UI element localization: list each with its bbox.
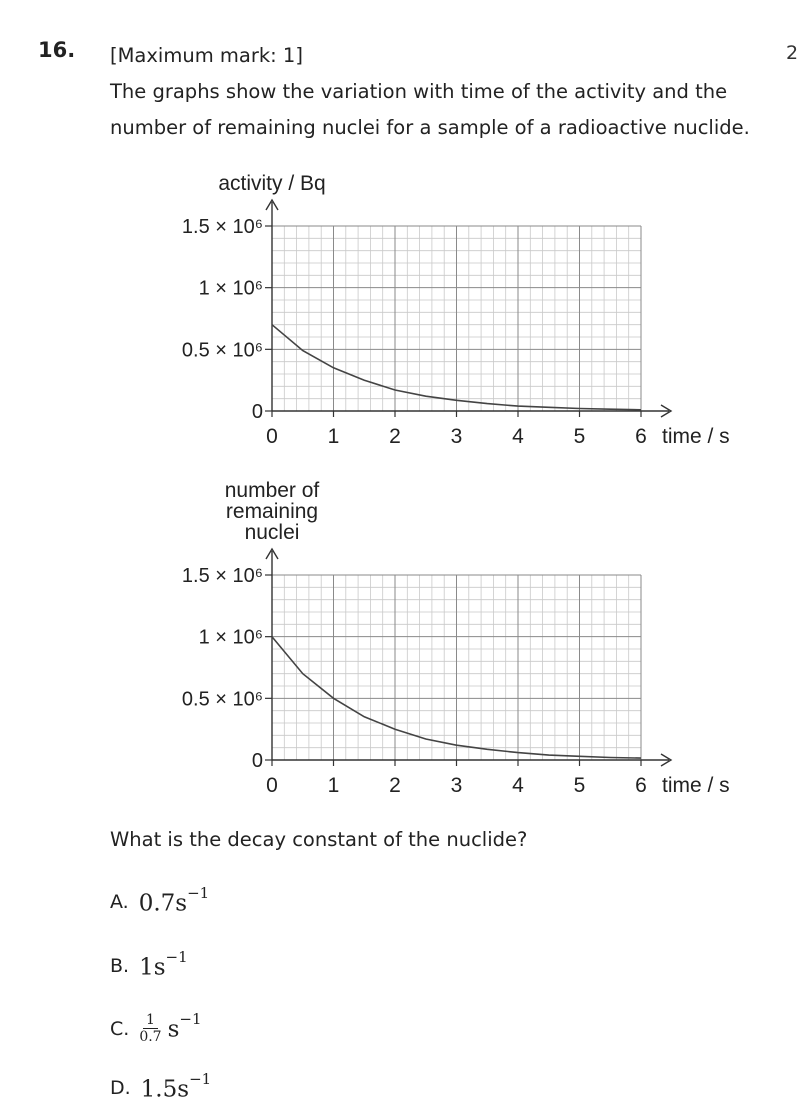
x-tick-label: 2	[389, 774, 401, 797]
x-tick-label: 4	[512, 425, 524, 448]
y-tick-label: 0.5 × 10⁶	[181, 688, 263, 711]
x-tick-label: 2	[389, 425, 401, 448]
option-d-letter: D.	[110, 1077, 131, 1100]
y-tick-label: 0	[251, 401, 263, 423]
question-line-1: The graphs show the variation with time of the activity and the	[110, 80, 728, 103]
y-tick-label: 1.5 × 10⁶	[181, 565, 263, 587]
x-tick-label: 1	[327, 425, 340, 448]
x-tick-label: 5	[573, 425, 586, 448]
option-c-fraction: $\frac{1}{0.7}$	[139, 1012, 162, 1045]
x-axis-label: time / s	[662, 774, 730, 797]
x-axis-label: time / s	[662, 425, 730, 448]
option-c-unit: $s^{-1}$	[167, 1010, 202, 1043]
x-tick-label: 0	[266, 774, 278, 797]
x-tick-label: 6	[635, 425, 647, 448]
option-b[interactable]	[110, 948, 188, 981]
x-tick-label: 1	[327, 774, 340, 797]
y-axis-label-line: number of	[224, 479, 320, 502]
x-tick-label: 3	[450, 774, 463, 797]
question-prompt: What is the decay constant of the nuclide?	[110, 828, 528, 851]
y-axis-label-line: nuclei	[244, 521, 300, 544]
max-mark: [Maximum mark: 1]	[110, 44, 303, 67]
y-axis-label-line: activity / Bq	[218, 172, 326, 195]
question-text	[110, 38, 770, 146]
option-c[interactable]	[110, 1012, 202, 1045]
x-tick-label: 6	[635, 774, 647, 797]
y-tick-label: 0	[251, 750, 263, 772]
y-tick-label: 1 × 10⁶	[198, 626, 263, 649]
y-tick-label: 0.5 × 10⁶	[181, 339, 263, 362]
option-d-value: $1.5s^{-1}$	[140, 1070, 212, 1103]
remaining-nuclei-chart	[0, 465, 796, 805]
option-c-letter: C.	[110, 1017, 130, 1040]
y-axis-label-line: remaining	[225, 500, 319, 523]
option-d[interactable]	[110, 1070, 212, 1103]
x-tick-label: 5	[573, 774, 586, 797]
option-a-value: $0.7s^{-1}$	[138, 884, 210, 917]
x-tick-label: 4	[512, 774, 524, 797]
activity-chart	[0, 160, 796, 450]
clipped-edge-text: 2	[786, 42, 798, 64]
y-tick-label: 1.5 × 10⁶	[181, 216, 263, 238]
x-tick-label: 0	[266, 425, 278, 448]
question-line-2: number of remaining nuclei for a sample of a radioactive nuclide.	[110, 116, 750, 139]
option-b-value: $1s^{-1}$	[139, 948, 188, 981]
option-a-letter: A.	[110, 891, 129, 914]
option-a[interactable]	[110, 884, 210, 917]
question-number: 16.	[38, 38, 76, 62]
x-tick-label: 3	[450, 425, 463, 448]
option-b-letter: B.	[110, 955, 130, 978]
y-tick-label: 1 × 10⁶	[198, 277, 263, 300]
